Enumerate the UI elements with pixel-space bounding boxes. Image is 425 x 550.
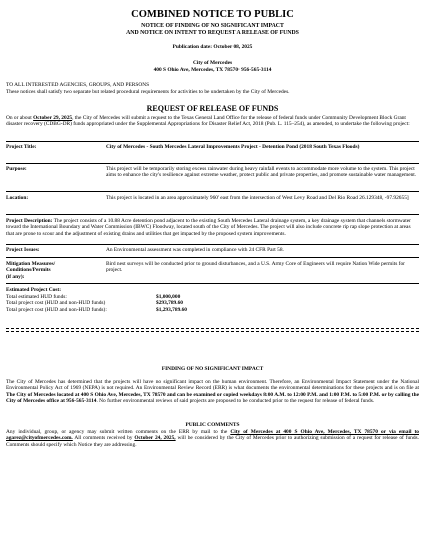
publication-date: Publication date: October 08, 2025 xyxy=(172,44,253,50)
comments-heading: PUBLIC COMMENTS xyxy=(185,422,240,428)
cost-value: $293,789.60 xyxy=(156,300,183,307)
issues-label: Project Issues: xyxy=(6,247,40,253)
location-value: This project is located in an area approximately 960' east from the intersection of West Levy Road and Del Rio Road 26.129348, -97.92655] xyxy=(106,195,409,201)
dashed-separator xyxy=(6,331,419,332)
location-row xyxy=(6,195,419,211)
section-rule xyxy=(6,141,419,142)
purpose-label: Purpose: xyxy=(6,166,27,172)
notice-title: COMBINED NOTICE TO PUBLIC xyxy=(131,9,294,20)
cost-label: Total project cost (HUD and non-HUD funds) xyxy=(6,300,106,307)
row-rule xyxy=(6,244,419,245)
row-rule xyxy=(6,214,419,215)
description-value: The project consists of a 10.88 Acre detention pond adjacent to the existing South Mercedes Lateral drainage system, a key drainage system that channels stormwater toward the International Boundary and Water Commission (IBWC) Floodway, located south of the City of Mercedes. The project will also include concrete rip rap slope protection at areas that are prone to scour and the adjustment of existing drains and utilities that get impacted by the proposed system improvements. xyxy=(6,218,411,237)
row-rule xyxy=(6,257,419,258)
project-description xyxy=(6,218,419,237)
comments-deadline: October 24, 2025, xyxy=(134,435,176,442)
cost-label: Total estimated HUD funds: xyxy=(6,294,67,300)
fonsi-paragraph: The City of Mercedes has determined that the projects will have no significant impact on the human environment. Therefore, an Environmental Impact Statement under the National Environmental Policy Act of 1969 (NEPA) is not required. An Environmental Review Record (ERR) is what documents the environmental determinations for these projects and is on file at The City of Mercedes located at 400 S Ohio Ave, Mercedes, TX 78570 and can be examined or copied weekdays 8:00 A.M. to 12:00 P.M. and 1:00 P.M. to 5:00 P.M. or by calling the City of Mercedes office at 956-565-3114. No further environmental reviews of said projects are proposed to be conducted prior to the request for release of federal funds. xyxy=(6,379,419,405)
intro-purpose: These notices shall satisfy two separate but related procedural requirements for activities to be undertaken by the City of Mercedes. xyxy=(6,89,290,95)
comments-address: City of Mercedes at 400 S Ohio Ave, Mercedes, TX 78570 or via email to agarez@cityofmercedes.com. xyxy=(6,429,419,442)
cost-label: Total project cost (HUD and non-HUD funds): xyxy=(6,306,107,313)
err-location: The City of Mercedes located at 400 S Ohio Ave, Mercedes, TX 78570 and can be examined or copied weekdays 8:00 A.M. to 12:00 P.M. and 1:00 P.M. to 5:00 P.M. or by calling the City of Mercedes office at 956-565-3114 xyxy=(6,391,419,405)
cost-heading: Estimated Project Cost: xyxy=(6,287,61,293)
cost-row xyxy=(6,300,187,306)
cost-table xyxy=(6,294,187,313)
rrof-heading: REQUEST OF RELEASE OF FUNDS xyxy=(146,104,279,113)
row-rule xyxy=(6,191,419,192)
row-rule xyxy=(6,163,419,164)
project-title-row xyxy=(6,144,419,164)
location-label: Location: xyxy=(6,195,29,201)
issues-row xyxy=(6,247,419,255)
dashed-separator xyxy=(6,328,419,329)
project-title-label: Project Title: xyxy=(6,144,37,150)
mitigation-value: Bird nest surveys will be conducted prior to ground disturbances, and a U.S. Army Core of Engineers will require Nation Wide permits for project. xyxy=(106,261,405,274)
row-rule xyxy=(6,283,419,284)
rrof-date: October 29, 2025 xyxy=(33,115,73,121)
audience-line: TO ALL INTERESTED AGENCIES, GROUPS, AND PERSONS xyxy=(6,82,150,88)
mitigation-label: Mitigation Measures/ Conditions/Permits (if any): xyxy=(6,261,56,280)
comments-paragraph: Any individual, group, or agency may submit written comments on the ERR by mail to the City of Mercedes at 400 S Ohio Ave, Mercedes, TX 78570 or via email to agarez@cityofmercedes.com. All comments received by October 24, 2025, will be considered by the City of Mercedes prior to authorizing submission of a request for release of funds. Comments should specify which Notice they are addressing. xyxy=(6,429,419,448)
cost-value: $1,293,789.60 xyxy=(156,306,187,313)
project-title-value: City of Mercedes - South Mercedes Lateral Improvements Project - Detention Pond (2018 South Texas Floods) xyxy=(106,144,360,150)
purpose-value: This project will be temporarily storing excess rainwater during heavy rainfall events to accommodate more volume to the system. This project aims to enhance the city's resilience against extreme weather, protect public and private properties, and promote sustainable water management. xyxy=(106,166,417,179)
issues-value: An Environmental assessment was completed in compliance with 24 CFR Part 58. xyxy=(106,247,284,253)
mitigation-row xyxy=(6,261,419,281)
notice-subtitle-2: AND NOTICE ON INTENT TO REQUEST A RELEASE OF FUNDS xyxy=(126,30,299,36)
cost-row xyxy=(6,307,187,313)
notice-subtitle-1: NOTICE OF FINDING OF NO SIGNIFICANT IMPACT xyxy=(141,23,284,29)
fonsi-heading: FINDING OF NO SIGNIFICANT IMPACT xyxy=(161,366,264,372)
city-address: 400 S Ohio Ave, Mercedes, TX 78570· 956-565-3114 xyxy=(153,67,272,73)
city-name: City of Mercedes xyxy=(192,60,233,66)
description-label: Project Description: xyxy=(6,218,53,224)
purpose-row xyxy=(6,166,419,188)
rrof-paragraph: On or about October 29, 2025, the City of Mercedes will submit a request to the Texas General Land Office for the release of federal funds under Community Development Block Grant disaster recovery (CDBG-DR) funds appropriated under the Supplemental Appropriations for Disaster Relief Act, 2018 (Pub. L. 115–254), as amended, to undertake the following project: xyxy=(6,115,410,128)
cost-value: $1,000,000 xyxy=(156,294,181,300)
